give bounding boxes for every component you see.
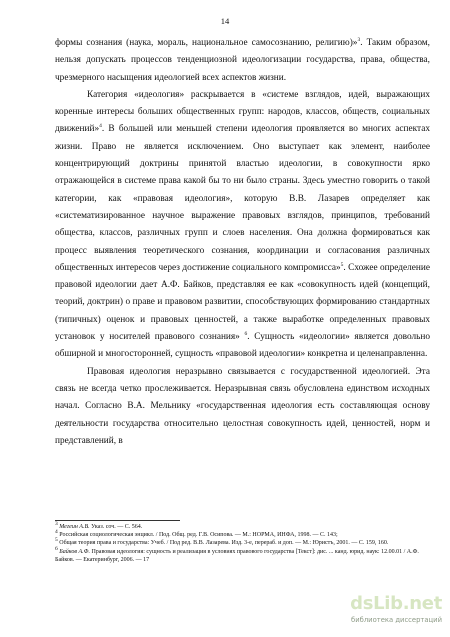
footnote-text: Правовая идеология: сущность и реализация в условиях правового государства [Текст]: дис. ... канд. юрид. наук: 12.00.01 / А.Ф. Байков. — Екатеринбург, 2006. — 17 (55, 548, 419, 563)
footnote-text: Российская социологическая энцикл. / Под. Общ. ред. Г.В. Осипова. — М.: НОРМА, ИНФА, 1998. — С. 143; (59, 532, 338, 539)
footnote-number: 5 (55, 537, 58, 544)
watermark-subtitle: библиотека диссертаций (351, 616, 442, 624)
footnote-reference: 6 (244, 330, 248, 337)
paragraph-text: . Таким образом, нельзя допускать процессов тенденциозной идеологизации государства, права, общества, чрезмерного насыщения идеологией всех аспектов жизни. (55, 38, 431, 83)
paragraph-text: . В большей или меньшей степени идеология проявляется во многих аспектах жизни. Право не является исключением. Оно выступает как элемент, наиболее концентрирующий доктрины принятой властью идеологии, в совокупности ярко отражающейся в системе права какой бы то ни было страны. Здесь уместно говорить о такой категории, как «правовая идеология», которую В.В. Лазарев определяет как «систематизированное научное выражение правовых взглядов, принципов, требований общества, классов, различных групп и слоев населения. Она должна формироваться как процесс выявления теоретического сознания, координации и согласования различных общественных интересов через достижение социального компромисса» (55, 124, 430, 273)
body-text (55, 35, 430, 450)
footnote (55, 531, 430, 539)
footnote-text: Указ. соч. — С. 564. (89, 524, 143, 530)
footnote-number: 4 (55, 529, 58, 536)
footnote-author: Мегеин А.В. (59, 524, 90, 530)
watermark (324, 593, 442, 629)
footnote-separator (55, 520, 180, 521)
body-paragraph (55, 364, 430, 450)
paragraph-text: Категория «идеология» раскрывается в «системе взглядов, идей, выражающих коренные интересы больших общественных групп: народов, классов, обществ, социальных движений» (55, 89, 430, 135)
footnote-text: Общая теория права и государства: Учеб. / Под ред. В.В. Лазарева. Изд. 3-е, перераб. и доп. — М.: Юристъ, 2001. — С. 159, 160. (59, 540, 389, 547)
footnote (55, 545, 430, 564)
paragraph-text: . Схожее определение правовой идеологии дает А.Ф. Байков, представляя ее как «совокупность идей (концепций, теорий, доктрин) о праве и правовом развитии, способствующих формированию стандартных (типичных) оценок и правовых ценностей, а также выработке определенных правовых установок у носителей правового сознания» (55, 262, 430, 343)
body-paragraph (55, 35, 430, 87)
footnote-reference: 3 (357, 36, 361, 43)
footnote (55, 539, 430, 547)
footnote-number: 3 (55, 521, 58, 527)
footnotes (55, 523, 430, 564)
footnote-number: 6 (55, 545, 58, 552)
body-paragraph (55, 87, 430, 364)
page-number: 14 (220, 16, 230, 26)
paragraph-text: . Сущность «идеологии» является довольно обширной и многосторонней, сущность «правовой идеологии» конкретна и целенаправленна. (55, 332, 430, 360)
paragraph-text: формы сознания (наука, мораль, национальное самосознанию, религию)» (55, 38, 358, 48)
footnote-reference: 5 (340, 261, 344, 268)
footnote (55, 523, 430, 531)
footnote-author: Байков А.Ф. (59, 548, 90, 555)
watermark-logo: dsLib.net (350, 593, 442, 614)
paragraph-text: Правовая идеология неразрывно связывается с государственной идеологией. Эта связь не всегда четко прослеживается. Неразрывная связь обусловлена единством исходных начал. Согласно В.А. Мельнику «государственная идеология есть составляющая основу деятельности государства относительно целостная совокупность идей, ценностей, норм и представлений, в (55, 366, 430, 446)
footnote-reference: 4 (99, 123, 102, 130)
